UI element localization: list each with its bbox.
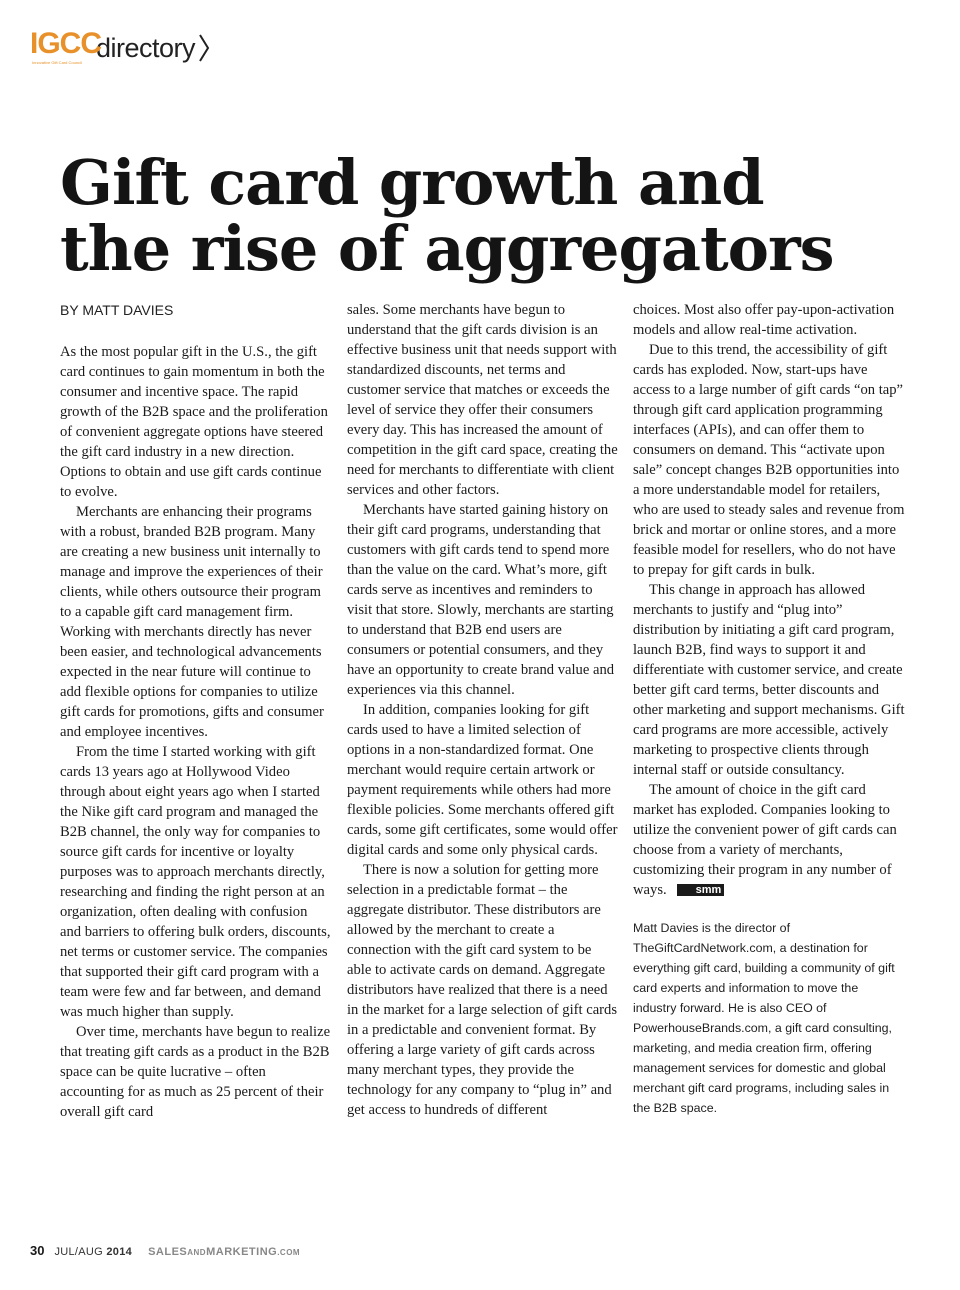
last-paragraph: [633, 780, 905, 900]
page-footer: [30, 1243, 300, 1258]
paragraph: There is now a solution for getting more selection in a predictable format – the aggregate distributor. These distributors are allowed by the merchant to create a connection with the gift card system to be able to activate cards on demand. Aggregate distributors have realized that there is a need in the market for a large selection of gift cards in a predictable and convenient format. By offering a large variety of gift cards across many merchant types, they provide the technology for any company to “plug in” and get access to hundreds of different: [347, 862, 618, 1118]
paragraph: As the most popular gift in the U.S., the gift card continues to gain momentum in both the consumer and incentive space. The rapid growth of the B2B space and the proliferation of convenient aggregate options have steered the gift card industry in a new direction. Options to obtain and use gift cards continue to evolve.: [60, 344, 328, 500]
paragraph-text: The amount of choice in the gift card market has exploded. Companies looking to utilize the convenient power of gift cards can choose from a variety of merchants, customizing their program in any number of ways.: [633, 782, 897, 898]
end-mark-logo: smm: [677, 884, 725, 896]
paragraph: Merchants have started gaining history on their gift card programs, understanding that customers with gift cards tend to spend more than the value on the card. What’s more, gift cards serve as incentives and reminders to visit that store. Slowly, merchants are starting to understand that B2B end users are consumers or potential consumers, and they have an opportunity to create brand value and experiences via this channel.: [347, 502, 615, 698]
issue-date: [54, 1246, 132, 1258]
article-title: [60, 146, 920, 285]
mag-part: SALES: [148, 1246, 188, 1258]
title-line-2: the rise of aggregators: [60, 212, 834, 285]
paragraph: This change in approach has allowed merchants to justify and “plug into” distribution by initiating a gift card program, launch B2B, find ways to support it and differentiate with customer service, and create better gift card terms, better discounts and other marketing and support mechanisms. Gift card programs are more accessible, actively marketing to prospective clients through internal staff or outside consultancy.: [633, 582, 905, 778]
chevron-right-icon: [198, 33, 210, 63]
column-2: [347, 300, 619, 1120]
logo-subtitle: Innovative Gift Card Council: [32, 60, 82, 65]
page-number: 30: [30, 1243, 45, 1258]
paragraph: In addition, companies looking for gift cards used to have a limited selection of options in a non-standardized format. One merchant would require certain artwork or payment requirements while others had more flexible policies. Some merchants offered gift cards, some gift certificates, some would offer digital cards and some only physical cards.: [347, 702, 618, 858]
paragraph: Over time, merchants have begun to realize that treating gift cards as a product in the B2B space can be quite lucrative – often accounting for as much as 25 percent of their overall gift card: [60, 1024, 331, 1120]
paragraph: Due to this trend, the accessibility of gift cards has exploded. Now, start-ups have access to a large number of gift cards “on tap” through gift card application programming interfaces (APIs), and can offer them to consumers on demand. This “activate upon sale” concept changes B2B opportunities into a more understandable model for retailers, who are used to steady sales and revenue from brick and mortar or online stores, and a more feasible model for resellers, who do not have to prepay for gift cards in bulk.: [633, 342, 905, 578]
paragraph: sales. Some merchants have begun to understand that the gift cards division is an effective business unit that needs support with standardized discounts, net terms and customer service that matches or exceeds the level of service they offer their consumers every day. This has increased the amount of competition in the gift card space, creating the need for merchants to differentiate with client services and other factors.: [347, 302, 618, 498]
title-line-1: Gift card growth and: [60, 146, 764, 219]
column-1: [60, 300, 332, 1122]
mag-part: MARKETING: [206, 1246, 278, 1258]
section-label: directory: [96, 32, 196, 63]
mag-part: .COM: [277, 1248, 301, 1257]
byline: BY MATT DAVIES: [60, 302, 174, 318]
author-bio: Matt Davies is the director of TheGiftCardNetwork.com, a destination for everything gift card, building a community of gift card experts and information to move the industry forward. He is also CEO of PowerhouseBrands.com, a gift card consulting, marketing, and media creation firm, offering management services for domestic and global merchant gift card programs, including sales in the B2B space.: [633, 921, 895, 1115]
paragraph: choices. Most also offer pay-upon-activation models and allow real-time activation.: [633, 302, 895, 338]
logo-text: IGCC: [30, 27, 101, 60]
issue-month: JUL/AUG: [54, 1246, 104, 1258]
paragraph: Merchants are enhancing their programs with a robust, branded B2B program. Many are creating a new business unit internally to manage and improve the experiences of their clients, while others outsource their program to a capable gift card management firm. Working with merchants directly has never been easier, and technological advancements expected in the near future will continue to add flexible options for companies to utilize gift cards for promotions, gifts and consumer and employee incentives.: [60, 504, 324, 740]
igcc-logo: [30, 27, 101, 67]
mag-part: AND: [187, 1248, 207, 1257]
page-header: [30, 28, 210, 68]
paragraph: From the time I started working with gift cards 13 years ago at Hollywood Video through about eight years ago when I started the Nike gift card program and managed the B2B channel, the only way for companies to source gift cards for incentive or loyalty purposes was to approach merchants directly, researching and finding the right person at an organization, often dealing with confusion and barriers to offering bulk orders, discounts, net terms or customer service. The companies that supported their gift card program with a team were few and far between, and demand was much higher than supply.: [60, 744, 331, 1020]
magazine-url: [148, 1246, 300, 1258]
column-3: [633, 300, 905, 1118]
issue-year: 2014: [106, 1246, 133, 1258]
